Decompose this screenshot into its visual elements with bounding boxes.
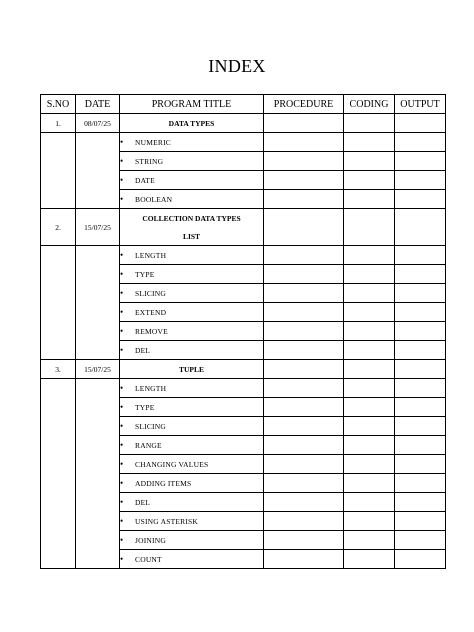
bullet-icon: •: [120, 345, 124, 355]
list-item-row: [41, 379, 446, 398]
header-date: DATE: [76, 95, 120, 114]
program-item: [120, 493, 264, 512]
coding-cell: [344, 152, 395, 171]
section-heading-row: [41, 209, 446, 228]
procedure-cell: [264, 417, 344, 436]
bullet-icon: •: [120, 326, 124, 336]
coding-cell: [344, 246, 395, 265]
output-cell: [395, 152, 446, 171]
output-cell: [395, 322, 446, 341]
procedure-cell: [264, 493, 344, 512]
coding-cell: [344, 474, 395, 493]
coding-cell: [344, 550, 395, 569]
output-cell: [395, 246, 446, 265]
program-item-label: NUMERIC: [135, 138, 171, 147]
program-item-label: TYPE: [135, 270, 155, 279]
output-cell: [395, 531, 446, 550]
coding-cell: [344, 493, 395, 512]
bullet-icon: •: [120, 535, 124, 545]
output-cell: [395, 341, 446, 360]
serial-number-blank: [41, 379, 76, 569]
section-heading: DATA TYPES: [120, 114, 264, 133]
program-item: [120, 455, 264, 474]
program-item-label: LENGTH: [135, 251, 167, 260]
program-item: [120, 550, 264, 569]
header-output: OUTPUT: [395, 95, 446, 114]
bullet-icon: •: [120, 194, 124, 204]
program-item-label: BOOLEAN: [135, 195, 173, 204]
serial-number: 1.: [41, 114, 76, 133]
procedure-cell: [264, 341, 344, 360]
coding-cell: [344, 455, 395, 474]
program-item: [120, 531, 264, 550]
table-body: [41, 114, 446, 569]
header-coding: CODING: [344, 95, 395, 114]
program-item-label: REMOVE: [135, 327, 168, 336]
program-item-label: CHANGING VALUES: [135, 460, 209, 469]
procedure-cell: [264, 531, 344, 550]
procedure-cell: [264, 474, 344, 493]
coding-cell: [344, 379, 395, 398]
output-cell: [395, 417, 446, 436]
program-item: [120, 474, 264, 493]
bullet-icon: •: [120, 554, 124, 564]
procedure-cell: [264, 398, 344, 417]
procedure-cell: [264, 152, 344, 171]
output-cell: [395, 284, 446, 303]
coding-cell: [344, 398, 395, 417]
coding-cell: [344, 531, 395, 550]
program-item: [120, 152, 264, 171]
program-item: [120, 265, 264, 284]
program-item: [120, 303, 264, 322]
bullet-icon: •: [120, 421, 124, 431]
program-item: [120, 133, 264, 152]
bullet-icon: •: [120, 288, 124, 298]
program-item: [120, 417, 264, 436]
program-item-label: RANGE: [135, 441, 162, 450]
procedure-cell: [264, 133, 344, 152]
program-item-label: ADDING ITEMS: [135, 479, 192, 488]
procedure-cell: [264, 360, 344, 379]
program-item: [120, 246, 264, 265]
serial-number-blank: [41, 246, 76, 360]
serial-number: 2.: [41, 209, 76, 246]
procedure-cell: [264, 512, 344, 531]
coding-cell: [344, 209, 395, 246]
section-date: 15/07/25: [76, 209, 120, 246]
program-item: [120, 512, 264, 531]
output-cell: [395, 436, 446, 455]
section-date: 08/07/25: [76, 114, 120, 133]
output-cell: [395, 303, 446, 322]
list-item-row: [41, 133, 446, 152]
list-item-row: [41, 246, 446, 265]
index-table: [40, 94, 446, 569]
coding-cell: [344, 360, 395, 379]
coding-cell: [344, 322, 395, 341]
procedure-cell: [264, 209, 344, 246]
output-cell: [395, 455, 446, 474]
program-item: [120, 379, 264, 398]
output-cell: [395, 512, 446, 531]
bullet-icon: •: [120, 307, 124, 317]
section-date: 15/07/25: [76, 360, 120, 379]
bullet-icon: •: [120, 402, 124, 412]
program-item-label: STRING: [135, 157, 164, 166]
bullet-icon: •: [120, 137, 124, 147]
procedure-cell: [264, 379, 344, 398]
coding-cell: [344, 114, 395, 133]
section-subheading: LIST: [120, 227, 264, 246]
output-cell: [395, 398, 446, 417]
output-cell: [395, 171, 446, 190]
date-blank: [76, 246, 120, 360]
coding-cell: [344, 512, 395, 531]
page-title: INDEX: [208, 56, 266, 76]
program-item-label: TYPE: [135, 403, 155, 412]
program-item: [120, 322, 264, 341]
output-cell: [395, 379, 446, 398]
bullet-icon: •: [120, 440, 124, 450]
output-cell: [395, 360, 446, 379]
program-item-label: SLICING: [135, 289, 166, 298]
coding-cell: [344, 341, 395, 360]
program-item-label: DEL: [135, 498, 151, 507]
output-cell: [395, 265, 446, 284]
program-item-label: EXTEND: [135, 308, 167, 317]
program-item-label: USING ASTERISK: [135, 517, 199, 526]
bullet-icon: •: [120, 478, 124, 488]
bullet-icon: •: [120, 383, 124, 393]
coding-cell: [344, 133, 395, 152]
bullet-icon: •: [120, 156, 124, 166]
date-blank: [76, 133, 120, 209]
bullet-icon: •: [120, 497, 124, 507]
coding-cell: [344, 265, 395, 284]
coding-cell: [344, 190, 395, 209]
procedure-cell: [264, 246, 344, 265]
program-item-label: COUNT: [135, 555, 162, 564]
program-item-label: DEL: [135, 346, 151, 355]
bullet-icon: •: [120, 269, 124, 279]
header-program-title: PROGRAM TITLE: [120, 95, 264, 114]
table-header-row: [41, 95, 446, 114]
section-heading-row: [41, 360, 446, 379]
program-item: [120, 341, 264, 360]
serial-number-blank: [41, 133, 76, 209]
coding-cell: [344, 436, 395, 455]
program-item-label: SLICING: [135, 422, 166, 431]
section-heading: COLLECTION DATA TYPES: [120, 209, 264, 228]
program-item: [120, 190, 264, 209]
procedure-cell: [264, 190, 344, 209]
bullet-icon: •: [120, 175, 124, 185]
bullet-icon: •: [120, 459, 124, 469]
serial-number: 3.: [41, 360, 76, 379]
procedure-cell: [264, 114, 344, 133]
procedure-cell: [264, 265, 344, 284]
procedure-cell: [264, 550, 344, 569]
program-item: [120, 436, 264, 455]
header-procedure: PROCEDURE: [264, 95, 344, 114]
program-item-label: DATE: [135, 176, 155, 185]
program-item-label: JOINING: [135, 536, 166, 545]
output-cell: [395, 493, 446, 512]
program-item-label: LENGTH: [135, 384, 167, 393]
program-item: [120, 398, 264, 417]
procedure-cell: [264, 436, 344, 455]
output-cell: [395, 190, 446, 209]
bullet-icon: •: [120, 516, 124, 526]
output-cell: [395, 550, 446, 569]
procedure-cell: [264, 303, 344, 322]
procedure-cell: [264, 284, 344, 303]
output-cell: [395, 114, 446, 133]
output-cell: [395, 474, 446, 493]
section-heading-row: [41, 114, 446, 133]
coding-cell: [344, 171, 395, 190]
procedure-cell: [264, 322, 344, 341]
header-sno: S.NO: [41, 95, 76, 114]
coding-cell: [344, 303, 395, 322]
program-item: [120, 284, 264, 303]
program-item: [120, 171, 264, 190]
bullet-icon: •: [120, 250, 124, 260]
procedure-cell: [264, 455, 344, 474]
date-blank: [76, 379, 120, 569]
output-cell: [395, 133, 446, 152]
procedure-cell: [264, 171, 344, 190]
output-cell: [395, 209, 446, 246]
coding-cell: [344, 417, 395, 436]
section-heading: TUPLE: [120, 360, 264, 379]
coding-cell: [344, 284, 395, 303]
